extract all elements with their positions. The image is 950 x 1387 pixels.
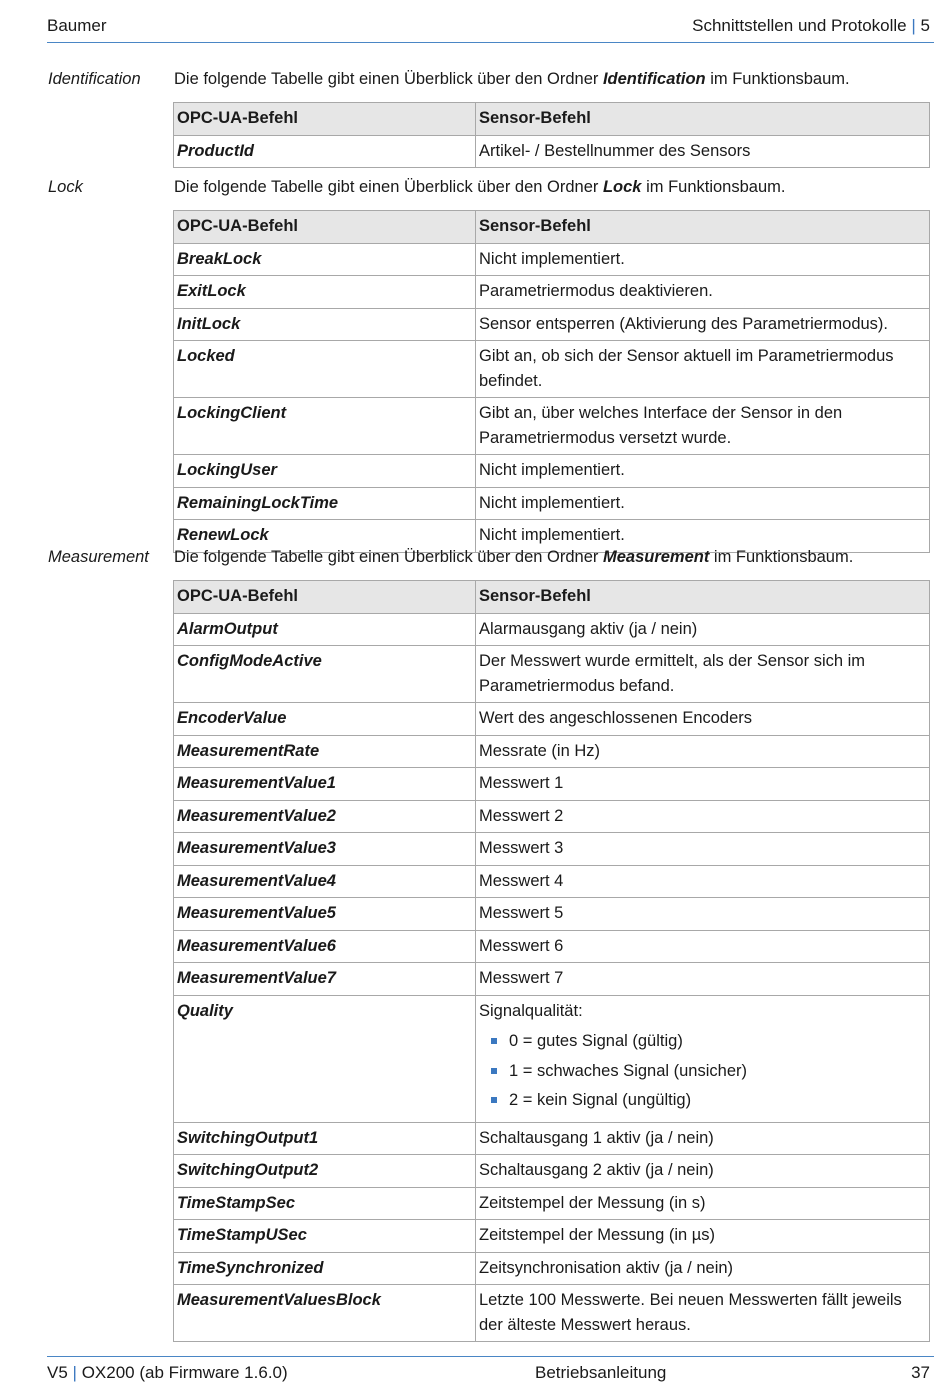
table-row [174,1155,930,1188]
opc-command: MeasurementValue5 [174,898,476,931]
opc-command: ConfigModeActive [174,646,476,703]
column-header-opc: OPC-UA-Befehl [174,211,476,244]
table-row [174,308,930,341]
sensor-command: Nicht implementiert. [476,520,930,553]
opc-command: MeasurementValue7 [174,963,476,996]
opc-command: EncoderValue [174,703,476,736]
section-intro: Die folgende Tabelle gibt einen Überblick über den Ordner Measurement im Funktionsbaum. [174,548,854,566]
sensor-command: Letzte 100 Messwerte. Bei neuen Messwerten fällt jeweils der älteste Messwert heraus. [476,1285,930,1342]
sensor-command: Messrate (in Hz) [476,735,930,768]
sensor-command: Zeitstempel der Messung (in µs) [476,1220,930,1253]
table-row [174,135,930,168]
header-chapter-title: Schnittstellen und Protokolle [692,16,907,35]
column-header-sensor: Sensor-Befehl [476,103,930,136]
header-separator: | [911,16,916,35]
opc-command: MeasurementValue6 [174,930,476,963]
sensor-command: Messwert 7 [476,963,930,996]
sensor-command: Nicht implementiert. [476,487,930,520]
section-label: Lock [48,178,83,196]
table-row [174,768,930,801]
column-header-sensor: Sensor-Befehl [476,211,930,244]
table-row [174,1187,930,1220]
section-label: Identification [48,70,141,88]
table-row [174,341,930,398]
table-row [174,963,930,996]
table-lock [173,210,930,553]
table-row [174,703,930,736]
opc-command: LockingClient [174,398,476,455]
table-row [174,646,930,703]
opc-command: RemainingLockTime [174,487,476,520]
section-intro: Die folgende Tabelle gibt einen Überblick über den Ordner Identification im Funktionsbaum. [174,70,850,88]
opc-command: InitLock [174,308,476,341]
table-measurement [173,580,930,1342]
column-header-opc: OPC-UA-Befehl [174,103,476,136]
opc-command: MeasurementValue4 [174,865,476,898]
sensor-command: Wert des angeschlossenen Encoders [476,703,930,736]
opc-command: MeasurementValue3 [174,833,476,866]
table-row [174,898,930,931]
table-row [174,995,930,1122]
footer-version: V5 [47,1363,68,1382]
table-row [174,1285,930,1342]
opc-command: RenewLock [174,520,476,553]
sensor-command: Alarmausgang aktiv (ja / nein) [476,613,930,646]
opc-command: BreakLock [174,243,476,276]
table-row [174,833,930,866]
opc-command: LockingUser [174,455,476,488]
opc-command: ProductId [174,135,476,168]
sensor-command: Messwert 3 [476,833,930,866]
page-number: 37 [911,1363,930,1382]
sensor-command: Schaltausgang 1 aktiv (ja / nein) [476,1122,930,1155]
sensor-command [476,995,930,1122]
table-row [174,455,930,488]
sensor-command: Messwert 1 [476,768,930,801]
table-row [174,800,930,833]
header-chapter [692,16,930,36]
sensor-command: Zeitstempel der Messung (in s) [476,1187,930,1220]
table-identification [173,102,930,168]
sensor-command: Schaltausgang 2 aktiv (ja / nein) [476,1155,930,1188]
sensor-command: Gibt an, über welches Interface der Sensor in den Parametriermodus versetzt wurde. [476,398,930,455]
table-row [174,1220,930,1253]
table-row [174,865,930,898]
opc-command: MeasurementRate [174,735,476,768]
section-intro: Die folgende Tabelle gibt einen Überblick über den Ordner Lock im Funktionsbaum. [174,178,786,196]
footer-doc-type: Betriebsanleitung [535,1363,667,1382]
list-item: 0 = gutes Signal (gültig) [479,1029,926,1054]
sensor-command: Parametriermodus deaktivieren. [476,276,930,309]
quality-description: Signalqualität: [479,1001,583,1020]
sensor-command: Zeitsynchronisation aktiv (ja / nein) [476,1252,930,1285]
opc-command: Quality [174,995,476,1122]
sensor-command: Messwert 4 [476,865,930,898]
sensor-command: Messwert 5 [476,898,930,931]
sensor-command: Messwert 6 [476,930,930,963]
opc-command: MeasurementValue2 [174,800,476,833]
sensor-command: Nicht implementiert. [476,243,930,276]
table-row [174,276,930,309]
sensor-command: Gibt an, ob sich der Sensor aktuell im Parametriermodus befindet. [476,341,930,398]
column-header-opc: OPC-UA-Befehl [174,581,476,614]
quality-list [479,1029,926,1113]
sensor-command: Messwert 2 [476,800,930,833]
table-row [174,243,930,276]
header-chapter-number: 5 [920,16,930,35]
table-header-row [174,103,930,136]
opc-command: TimeSynchronized [174,1252,476,1285]
table-row [174,398,930,455]
opc-command: Locked [174,341,476,398]
table-row [174,1122,930,1155]
sensor-command: Artikel- / Bestellnummer des Sensors [476,135,930,168]
table-row [174,735,930,768]
column-header-sensor: Sensor-Befehl [476,581,930,614]
opc-command: SwitchingOutput2 [174,1155,476,1188]
sensor-command: Sensor entsperren (Aktivierung des Parametriermodus). [476,308,930,341]
page-footer [47,1356,934,1387]
opc-command: MeasurementValue1 [174,768,476,801]
list-item: 2 = kein Signal (ungültig) [479,1088,926,1113]
table-header-row [174,581,930,614]
table-row [174,930,930,963]
opc-command: TimeStampUSec [174,1220,476,1253]
header-brand: Baumer [47,16,107,35]
sensor-command: Nicht implementiert. [476,455,930,488]
opc-command: ExitLock [174,276,476,309]
page-header [47,14,934,43]
table-header-row [174,211,930,244]
opc-command: MeasurementValuesBlock [174,1285,476,1342]
opc-command: TimeStampSec [174,1187,476,1220]
list-item: 1 = schwaches Signal (unsicher) [479,1059,926,1084]
section-label: Measurement [48,548,149,566]
footer-separator: | [72,1363,77,1382]
footer-product [47,1363,288,1383]
table-row [174,613,930,646]
footer-product-name: OX200 (ab Firmware 1.6.0) [81,1363,288,1382]
opc-command: SwitchingOutput1 [174,1122,476,1155]
opc-command: AlarmOutput [174,613,476,646]
table-row [174,487,930,520]
table-row [174,1252,930,1285]
sensor-command: Der Messwert wurde ermittelt, als der Sensor sich im Parametriermodus befand. [476,646,930,703]
